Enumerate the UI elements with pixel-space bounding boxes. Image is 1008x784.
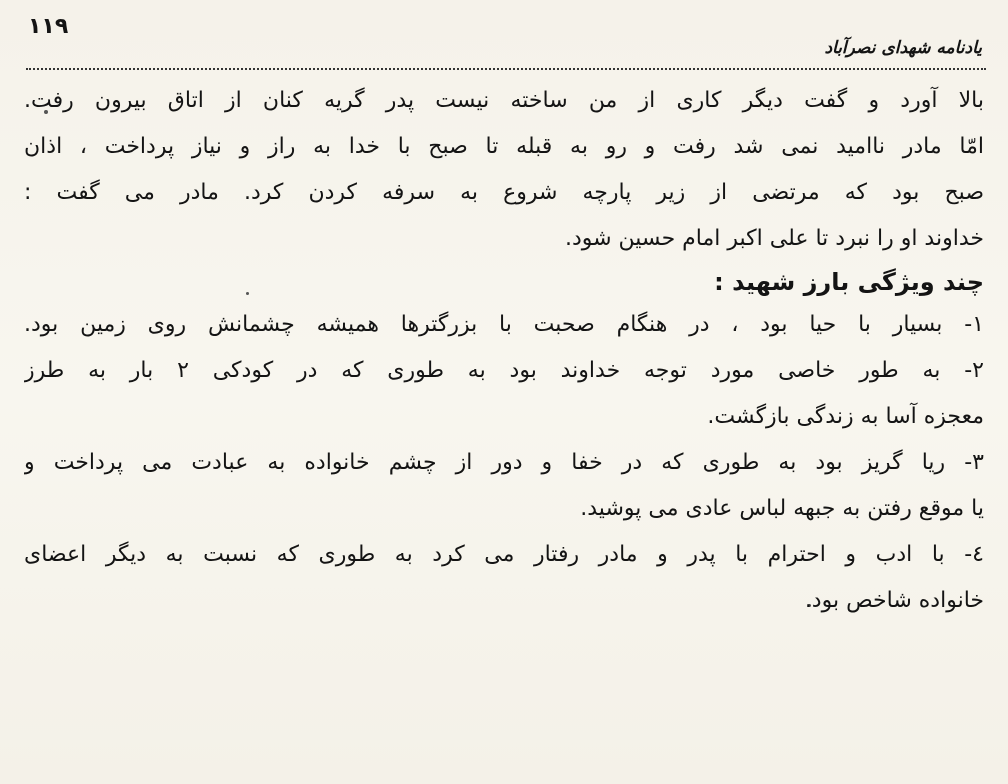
paragraph-line: صبح بود که مرتضی از زیر پارچه شروع به سرفه کردن کرد. مادر می گفت : — [24, 180, 984, 205]
list-item-line: ۳- ریا گریز بود به طوری که در خفا و دور از چشم خانواده به عبادت می پرداخت و — [24, 450, 984, 475]
paragraph-line: امّا مادر ناامید نمی شد رفت و رو به قبله تا صبح با خدا به راز و نیاز پرداخت ، اذان — [24, 134, 984, 159]
section-heading: چند ویژگی بارز شهید : — [714, 268, 984, 296]
list-item-line: معجزه آسا به زندگی بازگشت. — [707, 404, 984, 429]
paragraph-line: خداوند او را نبرد تا علی اکبر امام حسین شود. — [564, 226, 984, 251]
body-text — [24, 86, 984, 632]
header-dotted-rule — [26, 68, 986, 70]
page-number: ۱۱۹ — [28, 14, 69, 39]
list-item-line: خانواده شاخص بود. — [804, 588, 984, 613]
list-item-line: ۲- به طور خاصی مورد توجه خداوند بود به طوری که در کودکی ۲ بار به طرز — [24, 358, 984, 383]
list-item-line: ۱- بسیار با حیا بود ، در هنگام صحبت با بزرگترها همیشه چشمانش روی زمین بود. — [24, 312, 984, 337]
list-item-line: یا موقع رفتن به جبهه لباس عادی می پوشید. — [580, 496, 984, 521]
list-item-line: ٤- با ادب و احترام با پدر و مادر رفتار می کرد به طوری که نسبت به دیگر اعضای — [24, 542, 984, 567]
paragraph-line: بالا آورد و گفت دیگر کاری از من ساخته نیست پدر گریه کنان از اتاق بیرون رفت. — [24, 88, 984, 113]
running-header: یادنامه شهدای نصرآباد — [824, 38, 982, 58]
